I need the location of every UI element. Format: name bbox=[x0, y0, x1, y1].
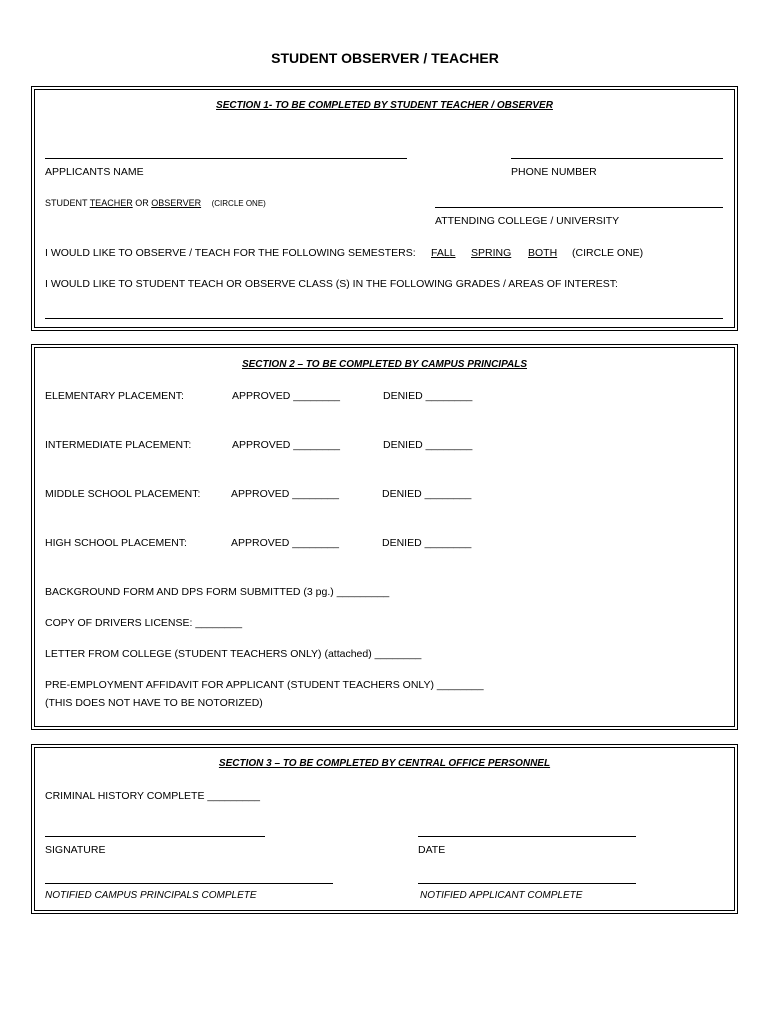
college-field[interactable] bbox=[435, 207, 723, 208]
phone-number-label: PHONE NUMBER bbox=[511, 166, 597, 178]
section-2 bbox=[31, 344, 738, 730]
placement-denied[interactable]: DENIED ________ bbox=[382, 488, 472, 500]
student-label: STUDENT bbox=[45, 198, 88, 208]
circle-one-note: (CIRCLE ONE) bbox=[211, 199, 266, 208]
notified-applicant-field[interactable] bbox=[418, 883, 636, 884]
placement-approved[interactable]: APPROVED ________ bbox=[231, 537, 339, 549]
notified-applicant-label: NOTIFIED APPLICANT COMPLETE bbox=[420, 890, 583, 901]
placement-label: INTERMEDIATE PLACEMENT: bbox=[45, 439, 192, 451]
placement-approved[interactable]: APPROVED ________ bbox=[232, 390, 340, 402]
phone-number-field[interactable] bbox=[511, 158, 723, 159]
letter-college-item[interactable]: LETTER FROM COLLEGE (STUDENT TEACHERS ONLY) (attached) ________ bbox=[45, 648, 422, 660]
semester-circle-note: (CIRCLE ONE) bbox=[572, 247, 644, 259]
section-3 bbox=[31, 744, 738, 914]
date-field[interactable] bbox=[418, 836, 636, 837]
signature-field[interactable] bbox=[45, 836, 265, 837]
page-title: STUDENT OBSERVER / TEACHER bbox=[271, 50, 499, 66]
placement-denied[interactable]: DENIED ________ bbox=[383, 439, 473, 451]
student-type-row bbox=[45, 198, 266, 208]
date-label: DATE bbox=[418, 844, 446, 856]
applicants-name-label: APPLICANTS NAME bbox=[45, 166, 144, 178]
placement-label: MIDDLE SCHOOL PLACEMENT: bbox=[45, 488, 201, 500]
observer-option[interactable]: OBSERVER bbox=[151, 198, 202, 208]
section-1-heading: SECTION 1- TO BE COMPLETED BY STUDENT TEACHER / OBSERVER bbox=[216, 100, 553, 111]
semesters-label: I WOULD LIKE TO OBSERVE / TEACH FOR THE FOLLOWING SEMESTERS: bbox=[45, 247, 416, 259]
background-form-item[interactable]: BACKGROUND FORM AND DPS FORM SUBMITTED (3 pg.) _________ bbox=[45, 586, 390, 598]
placement-denied[interactable]: DENIED ________ bbox=[382, 537, 472, 549]
affidavit-note: (THIS DOES NOT HAVE TO BE NOTORIZED) bbox=[45, 697, 263, 709]
semester-option-spring[interactable]: SPRING bbox=[471, 247, 512, 259]
signature-label: SIGNATURE bbox=[45, 844, 106, 856]
teacher-option[interactable]: TEACHER bbox=[89, 198, 133, 208]
placement-label: HIGH SCHOOL PLACEMENT: bbox=[45, 537, 187, 549]
grades-label: I WOULD LIKE TO STUDENT TEACH OR OBSERVE CLASS (S) IN THE FOLLOWING GRADES / AREAS OF INTEREST: bbox=[45, 278, 618, 290]
grades-field[interactable] bbox=[45, 318, 723, 319]
placement-label: ELEMENTARY PLACEMENT: bbox=[45, 390, 184, 402]
semester-option-fall[interactable]: FALL bbox=[431, 247, 456, 259]
placement-approved[interactable]: APPROVED ________ bbox=[231, 488, 339, 500]
college-label: ATTENDING COLLEGE / UNIVERSITY bbox=[435, 215, 620, 227]
placement-denied[interactable]: DENIED ________ bbox=[383, 390, 473, 402]
drivers-license-item[interactable]: COPY OF DRIVERS LICENSE: ________ bbox=[45, 617, 243, 629]
section-1 bbox=[31, 86, 738, 331]
placement-approved[interactable]: APPROVED ________ bbox=[232, 439, 340, 451]
applicants-name-field[interactable] bbox=[45, 158, 407, 159]
or-label: OR bbox=[135, 198, 149, 208]
affidavit-item[interactable]: PRE-EMPLOYMENT AFFIDAVIT FOR APPLICANT (STUDENT TEACHERS ONLY) ________ bbox=[45, 679, 484, 691]
notified-principals-label: NOTIFIED CAMPUS PRINCIPALS COMPLETE bbox=[45, 890, 257, 901]
criminal-history-item[interactable]: CRIMINAL HISTORY COMPLETE _________ bbox=[45, 790, 260, 802]
section-2-heading: SECTION 2 – TO BE COMPLETED BY CAMPUS PRINCIPALS bbox=[241, 359, 528, 370]
semester-option-both[interactable]: BOTH bbox=[528, 247, 558, 259]
notified-principals-field[interactable] bbox=[45, 883, 333, 884]
section-3-heading: SECTION 3 – TO BE COMPLETED BY CENTRAL OFFICE PERSONNEL bbox=[218, 758, 551, 769]
